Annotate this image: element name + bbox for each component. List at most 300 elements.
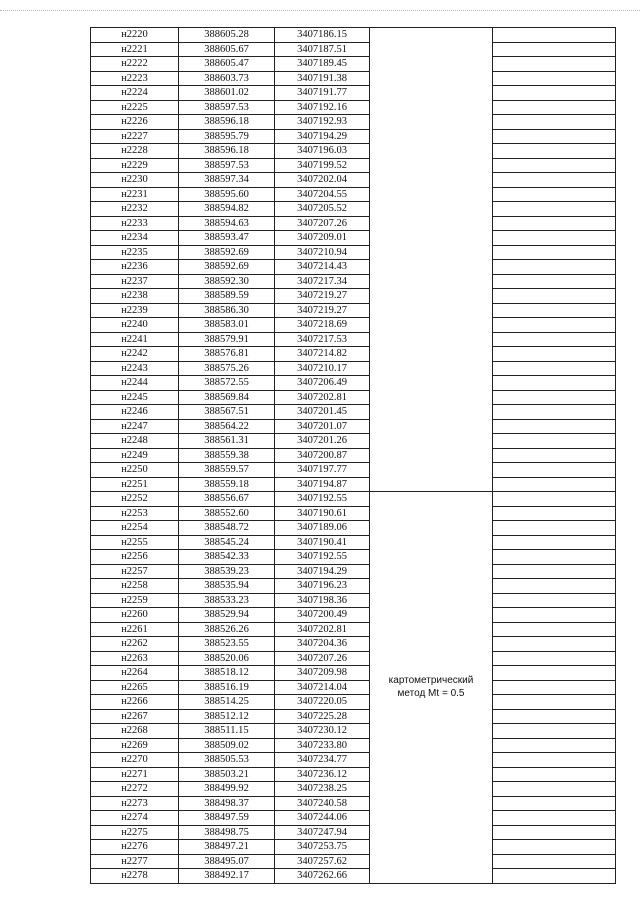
table-row xyxy=(91,216,616,231)
point-id-cell: н2264 xyxy=(91,666,179,681)
table-row xyxy=(91,144,616,159)
y-coordinate-cell: 3407201.26 xyxy=(275,434,370,449)
point-id-cell: н2269 xyxy=(91,738,179,753)
x-coordinate-cell: 388572.55 xyxy=(179,376,275,391)
table-row xyxy=(91,840,616,855)
coordinates-table xyxy=(90,27,616,884)
point-id-cell: н2238 xyxy=(91,289,179,304)
empty-cell xyxy=(493,173,616,188)
table-row xyxy=(91,173,616,188)
table-row xyxy=(91,434,616,449)
empty-cell xyxy=(493,86,616,101)
empty-cell xyxy=(493,463,616,478)
y-coordinate-cell: 3407206.49 xyxy=(275,376,370,391)
table-row xyxy=(91,260,616,275)
point-id-cell: н2254 xyxy=(91,521,179,536)
y-coordinate-cell: 3407238.25 xyxy=(275,782,370,797)
x-coordinate-cell: 388505.53 xyxy=(179,753,275,768)
y-coordinate-cell: 3407187.51 xyxy=(275,42,370,57)
empty-cell xyxy=(493,477,616,492)
empty-cell xyxy=(493,535,616,550)
table-row xyxy=(91,724,616,739)
point-id-cell: н2270 xyxy=(91,753,179,768)
empty-cell xyxy=(493,709,616,724)
point-id-cell: н2273 xyxy=(91,796,179,811)
x-coordinate-cell: 388596.18 xyxy=(179,144,275,159)
x-coordinate-cell: 388586.30 xyxy=(179,303,275,318)
point-id-cell: н2232 xyxy=(91,202,179,217)
table-row xyxy=(91,666,616,681)
x-coordinate-cell: 388592.69 xyxy=(179,260,275,275)
table-row xyxy=(91,579,616,594)
empty-cell xyxy=(493,767,616,782)
x-coordinate-cell: 388605.28 xyxy=(179,28,275,43)
table-row xyxy=(91,231,616,246)
y-coordinate-cell: 3407207.26 xyxy=(275,651,370,666)
x-coordinate-cell: 388533.23 xyxy=(179,593,275,608)
x-coordinate-cell: 388594.82 xyxy=(179,202,275,217)
empty-cell xyxy=(493,158,616,173)
point-id-cell: н2275 xyxy=(91,825,179,840)
y-coordinate-cell: 3407210.17 xyxy=(275,361,370,376)
x-coordinate-cell: 388498.37 xyxy=(179,796,275,811)
y-coordinate-cell: 3407192.16 xyxy=(275,100,370,115)
empty-cell xyxy=(493,782,616,797)
table-row xyxy=(91,347,616,362)
x-coordinate-cell: 388579.91 xyxy=(179,332,275,347)
point-id-cell: н2236 xyxy=(91,260,179,275)
x-coordinate-cell: 388583.01 xyxy=(179,318,275,333)
x-coordinate-cell: 388498.75 xyxy=(179,825,275,840)
point-id-cell: н2256 xyxy=(91,550,179,565)
coordinates-table-body xyxy=(91,28,616,884)
y-coordinate-cell: 3407204.36 xyxy=(275,637,370,652)
x-coordinate-cell: 388514.25 xyxy=(179,695,275,710)
point-id-cell: н2223 xyxy=(91,71,179,86)
x-coordinate-cell: 388605.67 xyxy=(179,42,275,57)
table-row xyxy=(91,811,616,826)
table-row xyxy=(91,564,616,579)
y-coordinate-cell: 3407220.05 xyxy=(275,695,370,710)
empty-cell xyxy=(493,216,616,231)
x-coordinate-cell: 388593.47 xyxy=(179,231,275,246)
table-row xyxy=(91,477,616,492)
empty-cell xyxy=(493,811,616,826)
empty-cell xyxy=(493,550,616,565)
y-coordinate-cell: 3407197.77 xyxy=(275,463,370,478)
point-id-cell: н2263 xyxy=(91,651,179,666)
point-id-cell: н2230 xyxy=(91,173,179,188)
y-coordinate-cell: 3407207.26 xyxy=(275,216,370,231)
x-coordinate-cell: 388529.94 xyxy=(179,608,275,623)
point-id-cell: н2271 xyxy=(91,767,179,782)
y-coordinate-cell: 3407192.55 xyxy=(275,550,370,565)
point-id-cell: н2246 xyxy=(91,405,179,420)
point-id-cell: н2222 xyxy=(91,57,179,72)
x-coordinate-cell: 388503.21 xyxy=(179,767,275,782)
empty-cell xyxy=(493,564,616,579)
y-coordinate-cell: 3407247.94 xyxy=(275,825,370,840)
y-coordinate-cell: 3407190.61 xyxy=(275,506,370,521)
y-coordinate-cell: 3407244.06 xyxy=(275,811,370,826)
table-row xyxy=(91,405,616,420)
x-coordinate-cell: 388595.60 xyxy=(179,187,275,202)
point-id-cell: н2225 xyxy=(91,100,179,115)
table-row xyxy=(91,463,616,478)
y-coordinate-cell: 3407217.34 xyxy=(275,274,370,289)
table-row xyxy=(91,753,616,768)
empty-cell xyxy=(493,289,616,304)
table-row xyxy=(91,738,616,753)
y-coordinate-cell: 3407262.66 xyxy=(275,869,370,884)
empty-cell xyxy=(493,492,616,507)
table-row xyxy=(91,303,616,318)
table-row xyxy=(91,869,616,884)
y-coordinate-cell: 3407202.04 xyxy=(275,173,370,188)
point-id-cell: н2277 xyxy=(91,854,179,869)
empty-cell xyxy=(493,506,616,521)
y-coordinate-cell: 3407194.87 xyxy=(275,477,370,492)
table-row xyxy=(91,115,616,130)
y-coordinate-cell: 3407200.87 xyxy=(275,448,370,463)
point-id-cell: н2266 xyxy=(91,695,179,710)
empty-cell xyxy=(493,202,616,217)
table-row xyxy=(91,448,616,463)
empty-cell xyxy=(493,840,616,855)
y-coordinate-cell: 3407199.52 xyxy=(275,158,370,173)
y-coordinate-cell: 3407194.29 xyxy=(275,564,370,579)
y-coordinate-cell: 3407192.55 xyxy=(275,492,370,507)
empty-cell xyxy=(493,28,616,43)
empty-cell xyxy=(493,825,616,840)
empty-cell xyxy=(493,419,616,434)
empty-cell xyxy=(493,666,616,681)
empty-cell xyxy=(493,71,616,86)
x-coordinate-cell: 388542.33 xyxy=(179,550,275,565)
table-row xyxy=(91,332,616,347)
point-id-cell: н2253 xyxy=(91,506,179,521)
point-id-cell: н2278 xyxy=(91,869,179,884)
empty-cell xyxy=(493,187,616,202)
y-coordinate-cell: 3407214.43 xyxy=(275,260,370,275)
x-coordinate-cell: 388589.59 xyxy=(179,289,275,304)
table-row xyxy=(91,390,616,405)
table-row xyxy=(91,318,616,333)
empty-cell xyxy=(493,796,616,811)
point-id-cell: н2258 xyxy=(91,579,179,594)
table-row xyxy=(91,187,616,202)
table-row xyxy=(91,622,616,637)
y-coordinate-cell: 3407230.12 xyxy=(275,724,370,739)
x-coordinate-cell: 388497.59 xyxy=(179,811,275,826)
x-coordinate-cell: 388552.60 xyxy=(179,506,275,521)
y-coordinate-cell: 3407219.27 xyxy=(275,303,370,318)
table-row xyxy=(91,86,616,101)
empty-cell xyxy=(493,521,616,536)
point-id-cell: н2242 xyxy=(91,347,179,362)
y-coordinate-cell: 3407257.62 xyxy=(275,854,370,869)
y-coordinate-cell: 3407253.75 xyxy=(275,840,370,855)
y-coordinate-cell: 3407189.45 xyxy=(275,57,370,72)
y-coordinate-cell: 3407198.36 xyxy=(275,593,370,608)
point-id-cell: н2255 xyxy=(91,535,179,550)
table-row xyxy=(91,419,616,434)
table-row xyxy=(91,28,616,43)
method-cell xyxy=(370,28,493,492)
point-id-cell: н2250 xyxy=(91,463,179,478)
empty-cell xyxy=(493,100,616,115)
x-coordinate-cell: 388603.73 xyxy=(179,71,275,86)
y-coordinate-cell: 3407201.45 xyxy=(275,405,370,420)
empty-cell xyxy=(493,637,616,652)
empty-cell xyxy=(493,274,616,289)
x-coordinate-cell: 388596.18 xyxy=(179,115,275,130)
empty-cell xyxy=(493,361,616,376)
x-coordinate-cell: 388499.92 xyxy=(179,782,275,797)
point-id-cell: н2268 xyxy=(91,724,179,739)
x-coordinate-cell: 388539.23 xyxy=(179,564,275,579)
x-coordinate-cell: 388597.34 xyxy=(179,173,275,188)
empty-cell xyxy=(493,695,616,710)
x-coordinate-cell: 388592.30 xyxy=(179,274,275,289)
table-row xyxy=(91,100,616,115)
empty-cell xyxy=(493,405,616,420)
table-row xyxy=(91,245,616,260)
x-coordinate-cell: 388564.22 xyxy=(179,419,275,434)
point-id-cell: н2243 xyxy=(91,361,179,376)
empty-cell xyxy=(493,724,616,739)
page-top-edge xyxy=(0,10,640,11)
table-row xyxy=(91,521,616,536)
x-coordinate-cell: 388575.26 xyxy=(179,361,275,376)
x-coordinate-cell: 388594.63 xyxy=(179,216,275,231)
empty-cell xyxy=(493,376,616,391)
empty-cell xyxy=(493,245,616,260)
table-row xyxy=(91,825,616,840)
table-row xyxy=(91,289,616,304)
x-coordinate-cell: 388526.26 xyxy=(179,622,275,637)
x-coordinate-cell: 388518.12 xyxy=(179,666,275,681)
x-coordinate-cell: 388516.19 xyxy=(179,680,275,695)
empty-cell xyxy=(493,231,616,246)
table-row xyxy=(91,637,616,652)
y-coordinate-cell: 3407219.27 xyxy=(275,289,370,304)
table-row xyxy=(91,71,616,86)
empty-cell xyxy=(493,608,616,623)
x-coordinate-cell: 388605.47 xyxy=(179,57,275,72)
point-id-cell: н2247 xyxy=(91,419,179,434)
x-coordinate-cell: 388509.02 xyxy=(179,738,275,753)
point-id-cell: н2220 xyxy=(91,28,179,43)
empty-cell xyxy=(493,303,616,318)
x-coordinate-cell: 388545.24 xyxy=(179,535,275,550)
y-coordinate-cell: 3407202.81 xyxy=(275,622,370,637)
point-id-cell: н2244 xyxy=(91,376,179,391)
x-coordinate-cell: 388495.07 xyxy=(179,854,275,869)
x-coordinate-cell: 388492.17 xyxy=(179,869,275,884)
point-id-cell: н2231 xyxy=(91,187,179,202)
point-id-cell: н2251 xyxy=(91,477,179,492)
table-row xyxy=(91,361,616,376)
y-coordinate-cell: 3407240.58 xyxy=(275,796,370,811)
empty-cell xyxy=(493,129,616,144)
y-coordinate-cell: 3407192.93 xyxy=(275,115,370,130)
point-id-cell: н2241 xyxy=(91,332,179,347)
empty-cell xyxy=(493,42,616,57)
point-id-cell: н2259 xyxy=(91,593,179,608)
point-id-cell: н2229 xyxy=(91,158,179,173)
x-coordinate-cell: 388559.18 xyxy=(179,477,275,492)
table-row xyxy=(91,608,616,623)
empty-cell xyxy=(493,347,616,362)
table-row xyxy=(91,158,616,173)
y-coordinate-cell: 3407200.49 xyxy=(275,608,370,623)
point-id-cell: н2276 xyxy=(91,840,179,855)
table-row xyxy=(91,129,616,144)
empty-cell xyxy=(493,869,616,884)
x-coordinate-cell: 388569.84 xyxy=(179,390,275,405)
x-coordinate-cell: 388597.53 xyxy=(179,100,275,115)
x-coordinate-cell: 388595.79 xyxy=(179,129,275,144)
table-row xyxy=(91,42,616,57)
x-coordinate-cell: 388548.72 xyxy=(179,521,275,536)
empty-cell xyxy=(493,434,616,449)
x-coordinate-cell: 388597.53 xyxy=(179,158,275,173)
point-id-cell: н2274 xyxy=(91,811,179,826)
table-row xyxy=(91,796,616,811)
x-coordinate-cell: 388535.94 xyxy=(179,579,275,594)
empty-cell xyxy=(493,593,616,608)
y-coordinate-cell: 3407191.77 xyxy=(275,86,370,101)
point-id-cell: н2252 xyxy=(91,492,179,507)
empty-cell xyxy=(493,144,616,159)
table-row xyxy=(91,709,616,724)
y-coordinate-cell: 3407196.03 xyxy=(275,144,370,159)
y-coordinate-cell: 3407234.77 xyxy=(275,753,370,768)
y-coordinate-cell: 3407210.94 xyxy=(275,245,370,260)
empty-cell xyxy=(493,448,616,463)
x-coordinate-cell: 388559.38 xyxy=(179,448,275,463)
empty-cell xyxy=(493,854,616,869)
point-id-cell: н2227 xyxy=(91,129,179,144)
point-id-cell: н2265 xyxy=(91,680,179,695)
x-coordinate-cell: 388520.06 xyxy=(179,651,275,666)
point-id-cell: н2239 xyxy=(91,303,179,318)
x-coordinate-cell: 388576.81 xyxy=(179,347,275,362)
point-id-cell: н2267 xyxy=(91,709,179,724)
empty-cell xyxy=(493,680,616,695)
empty-cell xyxy=(493,579,616,594)
x-coordinate-cell: 388592.69 xyxy=(179,245,275,260)
point-id-cell: н2248 xyxy=(91,434,179,449)
empty-cell xyxy=(493,318,616,333)
point-id-cell: н2261 xyxy=(91,622,179,637)
y-coordinate-cell: 3407186.15 xyxy=(275,28,370,43)
x-coordinate-cell: 388497.21 xyxy=(179,840,275,855)
table-row xyxy=(91,550,616,565)
table-row xyxy=(91,695,616,710)
y-coordinate-cell: 3407196.23 xyxy=(275,579,370,594)
table-row xyxy=(91,767,616,782)
y-coordinate-cell: 3407236.12 xyxy=(275,767,370,782)
y-coordinate-cell: 3407217.53 xyxy=(275,332,370,347)
x-coordinate-cell: 388601.02 xyxy=(179,86,275,101)
empty-cell xyxy=(493,57,616,72)
x-coordinate-cell: 388559.57 xyxy=(179,463,275,478)
y-coordinate-cell: 3407189.06 xyxy=(275,521,370,536)
empty-cell xyxy=(493,738,616,753)
empty-cell xyxy=(493,332,616,347)
y-coordinate-cell: 3407209.98 xyxy=(275,666,370,681)
table-row xyxy=(91,376,616,391)
table-row xyxy=(91,506,616,521)
y-coordinate-cell: 3407214.04 xyxy=(275,680,370,695)
point-id-cell: н2224 xyxy=(91,86,179,101)
point-id-cell: н2234 xyxy=(91,231,179,246)
point-id-cell: н2233 xyxy=(91,216,179,231)
table-row xyxy=(91,274,616,289)
table-row xyxy=(91,854,616,869)
point-id-cell: н2260 xyxy=(91,608,179,623)
y-coordinate-cell: 3407190.41 xyxy=(275,535,370,550)
x-coordinate-cell: 388567.51 xyxy=(179,405,275,420)
table-row xyxy=(91,680,616,695)
table-row xyxy=(91,782,616,797)
empty-cell xyxy=(493,651,616,666)
y-coordinate-cell: 3407202.81 xyxy=(275,390,370,405)
y-coordinate-cell: 3407204.55 xyxy=(275,187,370,202)
point-id-cell: н2272 xyxy=(91,782,179,797)
point-id-cell: н2237 xyxy=(91,274,179,289)
y-coordinate-cell: 3407225.28 xyxy=(275,709,370,724)
point-id-cell: н2228 xyxy=(91,144,179,159)
y-coordinate-cell: 3407201.07 xyxy=(275,419,370,434)
empty-cell xyxy=(493,753,616,768)
table-row xyxy=(91,593,616,608)
point-id-cell: н2221 xyxy=(91,42,179,57)
y-coordinate-cell: 3407214.82 xyxy=(275,347,370,362)
empty-cell xyxy=(493,390,616,405)
x-coordinate-cell: 388561.31 xyxy=(179,434,275,449)
y-coordinate-cell: 3407191.38 xyxy=(275,71,370,86)
point-id-cell: н2249 xyxy=(91,448,179,463)
empty-cell xyxy=(493,260,616,275)
x-coordinate-cell: 388512.12 xyxy=(179,709,275,724)
y-coordinate-cell: 3407233.80 xyxy=(275,738,370,753)
table-row xyxy=(91,202,616,217)
x-coordinate-cell: 388511.15 xyxy=(179,724,275,739)
point-id-cell: н2235 xyxy=(91,245,179,260)
empty-cell xyxy=(493,622,616,637)
x-coordinate-cell: 388556.67 xyxy=(179,492,275,507)
y-coordinate-cell: 3407205.52 xyxy=(275,202,370,217)
method-cell: картометрический метод Mt = 0.5 xyxy=(370,492,493,884)
table-row xyxy=(91,492,616,507)
y-coordinate-cell: 3407194.29 xyxy=(275,129,370,144)
table-row xyxy=(91,651,616,666)
y-coordinate-cell: 3407218.69 xyxy=(275,318,370,333)
point-id-cell: н2240 xyxy=(91,318,179,333)
point-id-cell: н2226 xyxy=(91,115,179,130)
table-row xyxy=(91,535,616,550)
point-id-cell: н2262 xyxy=(91,637,179,652)
point-id-cell: н2245 xyxy=(91,390,179,405)
table-row xyxy=(91,57,616,72)
empty-cell xyxy=(493,115,616,130)
point-id-cell: н2257 xyxy=(91,564,179,579)
x-coordinate-cell: 388523.55 xyxy=(179,637,275,652)
y-coordinate-cell: 3407209.01 xyxy=(275,231,370,246)
